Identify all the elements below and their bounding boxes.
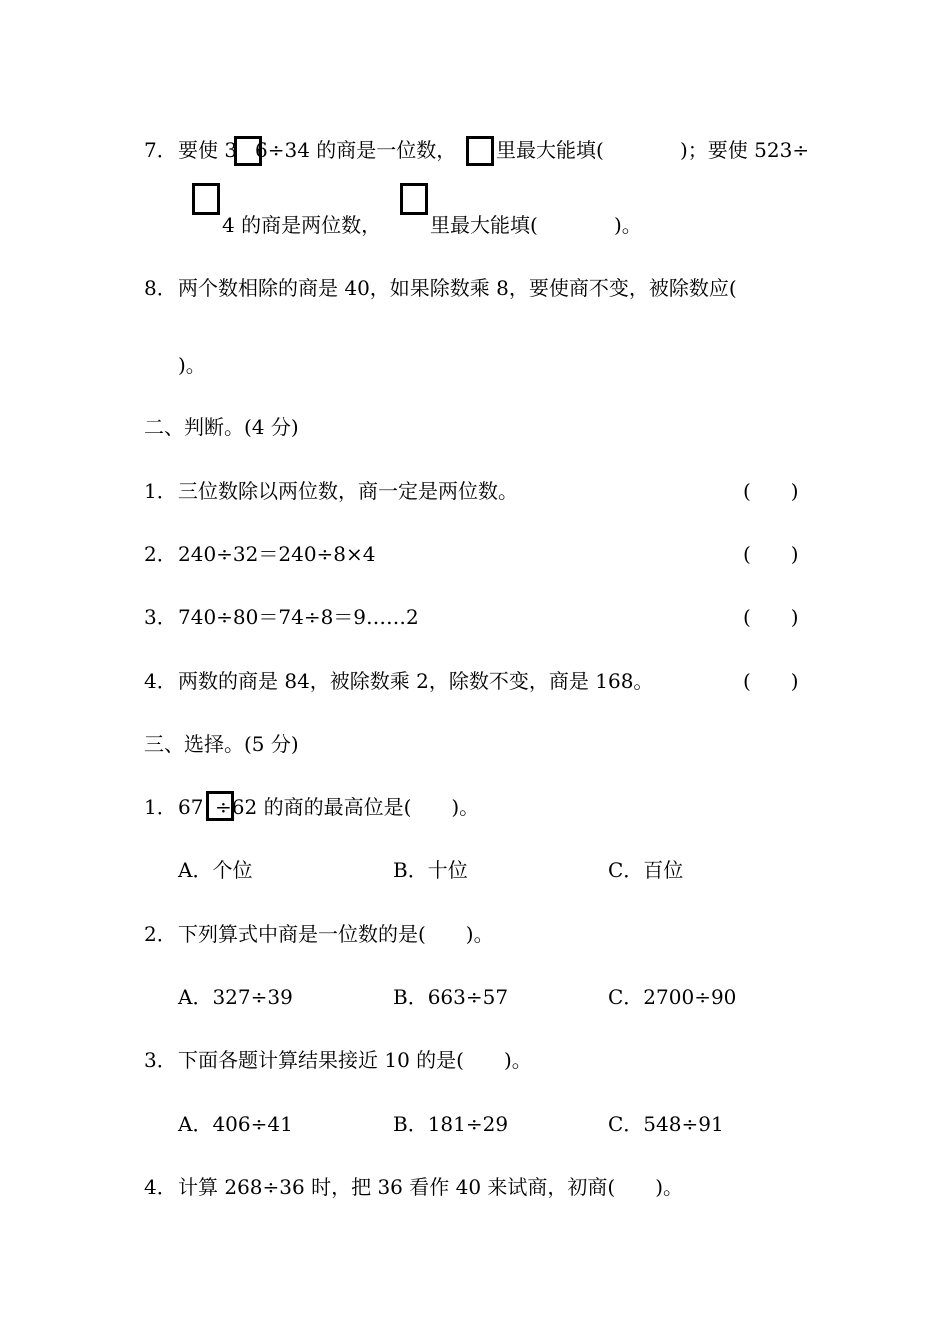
q7-text-1: 要使 3 [178, 138, 238, 162]
s3-q3-option-a[interactable]: A．406÷41 [178, 1112, 293, 1136]
s3-q3-option-b[interactable]: B．181÷29 [393, 1112, 509, 1136]
q8-number: 8． [144, 276, 177, 300]
s3-q1-number: 1． [144, 795, 177, 819]
q7-text-4: )；要使 523÷ [680, 138, 810, 162]
s3-q3-option-c[interactable]: C．548÷91 [608, 1112, 724, 1136]
s3-q2-option-b[interactable]: B．663÷57 [393, 985, 509, 1009]
s2-item-2-answer-paren[interactable]: ( ) [743, 542, 799, 566]
s2-item-1-number: 1． [144, 479, 177, 503]
q8-text-1: 两个数相除的商是 40，如果除数乘 8，要使商不变，被除数应( [178, 276, 737, 300]
q7-text-5: 4 的商是两位数， [222, 213, 382, 237]
s2-item-3-answer-paren[interactable]: ( ) [743, 605, 799, 629]
s3-q1-option-a[interactable]: A．个位 [178, 858, 253, 882]
s2-item-4-number: 4． [144, 669, 177, 693]
q7-blank-box-4[interactable] [400, 183, 428, 215]
s2-item-4-text: 两数的商是 84，被除数乘 2，除数不变，商是 168。 [178, 669, 654, 693]
s3-q3-number: 3． [144, 1048, 177, 1072]
s2-item-4-answer-paren[interactable]: ( ) [743, 669, 799, 693]
q7-number: 7． [144, 138, 177, 162]
s3-q1-text-2: ÷62 的商的最高位是( )。 [215, 795, 480, 819]
s3-q1-option-c[interactable]: C．百位 [608, 858, 684, 882]
s2-item-3-number: 3． [144, 605, 177, 629]
q7-text-2: 6÷34 的商是一位数， [255, 138, 457, 162]
s3-q3-text: 下面各题计算结果接近 10 的是( )。 [178, 1048, 532, 1072]
s3-q2-option-c[interactable]: C．2700÷90 [608, 985, 737, 1009]
s2-item-1-answer-paren[interactable]: ( ) [743, 479, 799, 503]
s2-item-2-text: 240÷32＝240÷8×4 [178, 542, 376, 566]
q7-text-6: 里最大能填( [430, 213, 538, 237]
section3-title: 三、选择。(5 分) [144, 732, 299, 756]
q8-text-2: )。 [178, 353, 206, 377]
s3-q2-text: 下列算式中商是一位数的是( )。 [178, 922, 494, 946]
q7-text-3: 里最大能填( [496, 138, 604, 162]
s2-item-3-text: 740÷80＝74÷8＝9……2 [178, 605, 419, 629]
s3-q1-option-b[interactable]: B．十位 [393, 858, 468, 882]
s3-q1-text-1: 67 [178, 795, 204, 819]
s3-q4-number: 4． [144, 1175, 177, 1199]
s3-q4-text: 计算 268÷36 时，把 36 看作 40 来试商，初商( )。 [178, 1175, 684, 1199]
section2-title: 二、判断。(4 分) [144, 415, 299, 439]
s2-item-2-number: 2． [144, 542, 177, 566]
q7-text-7: )。 [614, 213, 642, 237]
s3-q2-option-a[interactable]: A．327÷39 [178, 985, 293, 1009]
q7-blank-box-2[interactable] [466, 136, 494, 166]
s2-item-1-text: 三位数除以两位数，商一定是两位数。 [178, 479, 518, 503]
q7-blank-box-3[interactable] [192, 183, 220, 215]
s3-q2-number: 2． [144, 922, 177, 946]
